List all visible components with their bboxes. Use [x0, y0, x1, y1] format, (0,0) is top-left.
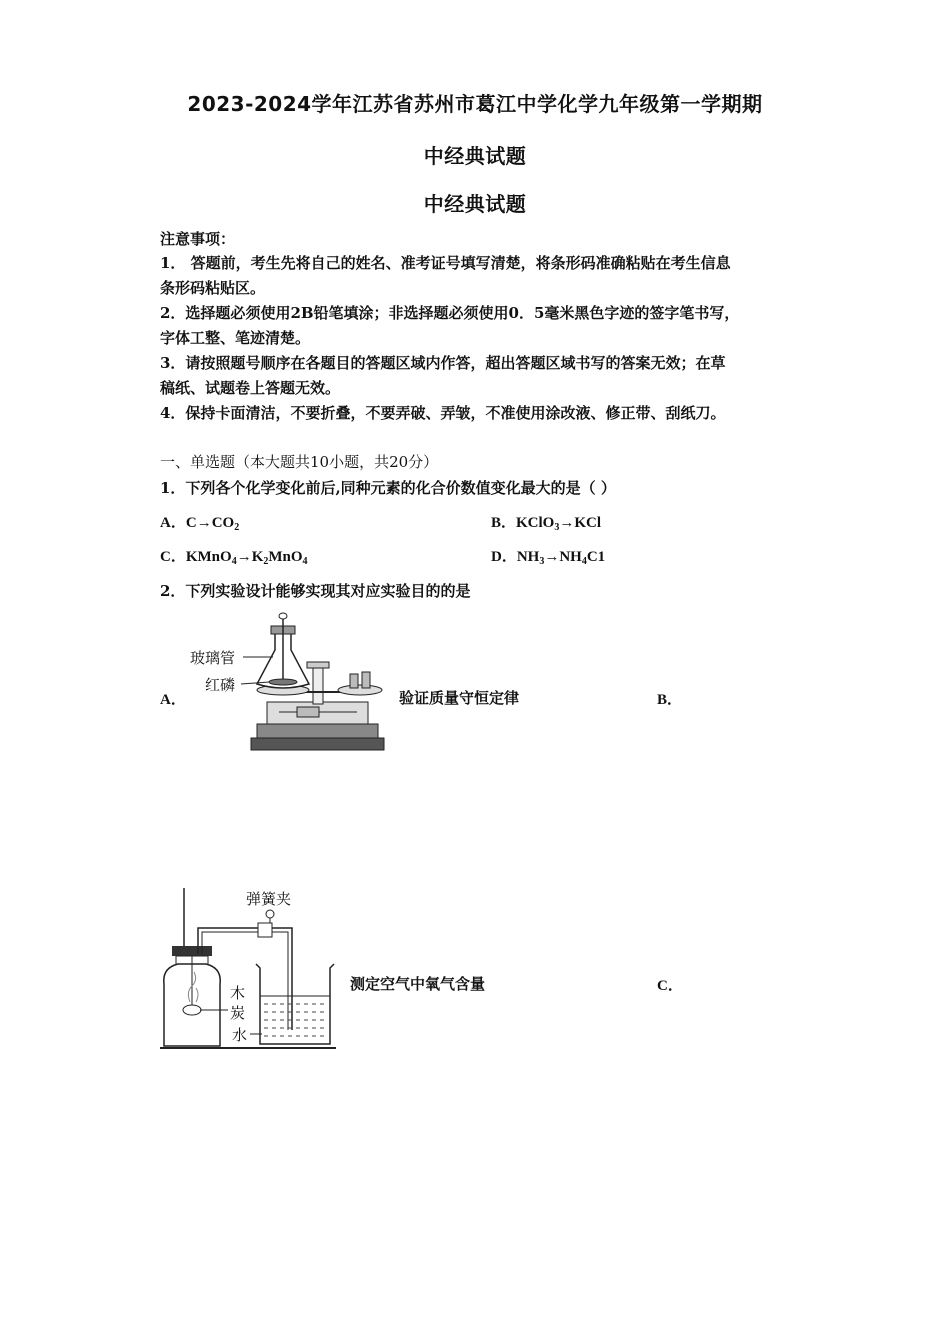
- q1-option-c: C．$KMnO_4\to K_2MnO_4$: [160, 549, 308, 567]
- q2-option-b-purpose: 测定空气中氧气含量: [350, 975, 486, 993]
- question-1-stem: 1．下列各个化学变化前后,同种元素的化合价数值变化最大的是（ ）: [160, 479, 616, 497]
- q1-option-d: D．$NH_3\to NH_4C1$: [491, 549, 606, 567]
- balance-apparatus-figure: [185, 612, 390, 754]
- q2-option-b-letter: B．: [657, 692, 683, 708]
- page-title-line-1: 2023-2024学年江苏省苏州市葛江中学化学九年级第一学期期: [187, 92, 763, 116]
- q1-option-a: A．$C\to CO_2$: [160, 515, 240, 533]
- q1-option-b: B．KClO$_3$→KCl: [491, 515, 602, 533]
- q2-option-a-letter: A．: [160, 692, 186, 708]
- notice-item: 3．请按照题号顺序在各题目的答题区域内作答，超出答题区域书写的答案无效；在草: [160, 354, 726, 372]
- label-charcoal-1: 木: [230, 984, 246, 1002]
- q2-option-a-purpose: 验证质量守恒定律: [399, 689, 520, 707]
- question-2-stem: 2．下列实验设计能够实现其对应实验目的的是: [160, 582, 471, 600]
- notice-item: 4．保持卡面清洁，不要折叠，不要弄破、弄皱，不准使用涂改液、修正带、刮纸刀。: [160, 404, 726, 422]
- page-title-line-2: 中经典试题: [423, 144, 527, 168]
- label-glass-tube: 玻璃管: [190, 649, 236, 667]
- section-heading: 一、单选题（本大题共10小题，共20分）: [160, 453, 439, 471]
- notice-item: 字体工整、笔迹清楚。: [160, 329, 311, 347]
- label-charcoal-2: 炭: [230, 1004, 246, 1022]
- notice-item: 1． 答题前，考生先将自己的姓名、准考证号填写清楚，将条形码准确粘贴在考生信息: [160, 254, 731, 272]
- page-title-line-3: 中经典试题: [423, 192, 527, 216]
- notice-heading: 注意事项：: [160, 230, 236, 248]
- label-water: 水: [232, 1026, 248, 1044]
- q2-option-c-letter: C．: [657, 978, 683, 994]
- notice-item: 2．选择题必须使用2B铅笔填涂；非选择题必须使用0．5毫米黑色字迹的签字笔书写，: [160, 304, 740, 322]
- notice-item: 条形码粘贴区。: [160, 279, 266, 297]
- notice-item: 稿纸、试题卷上答题无效。: [160, 379, 341, 397]
- charcoal-oxygen-apparatus-figure: [158, 884, 338, 1054]
- label-spring-clip: 弹簧夹: [246, 890, 292, 908]
- label-red-phosphorus: 红磷: [205, 676, 236, 694]
